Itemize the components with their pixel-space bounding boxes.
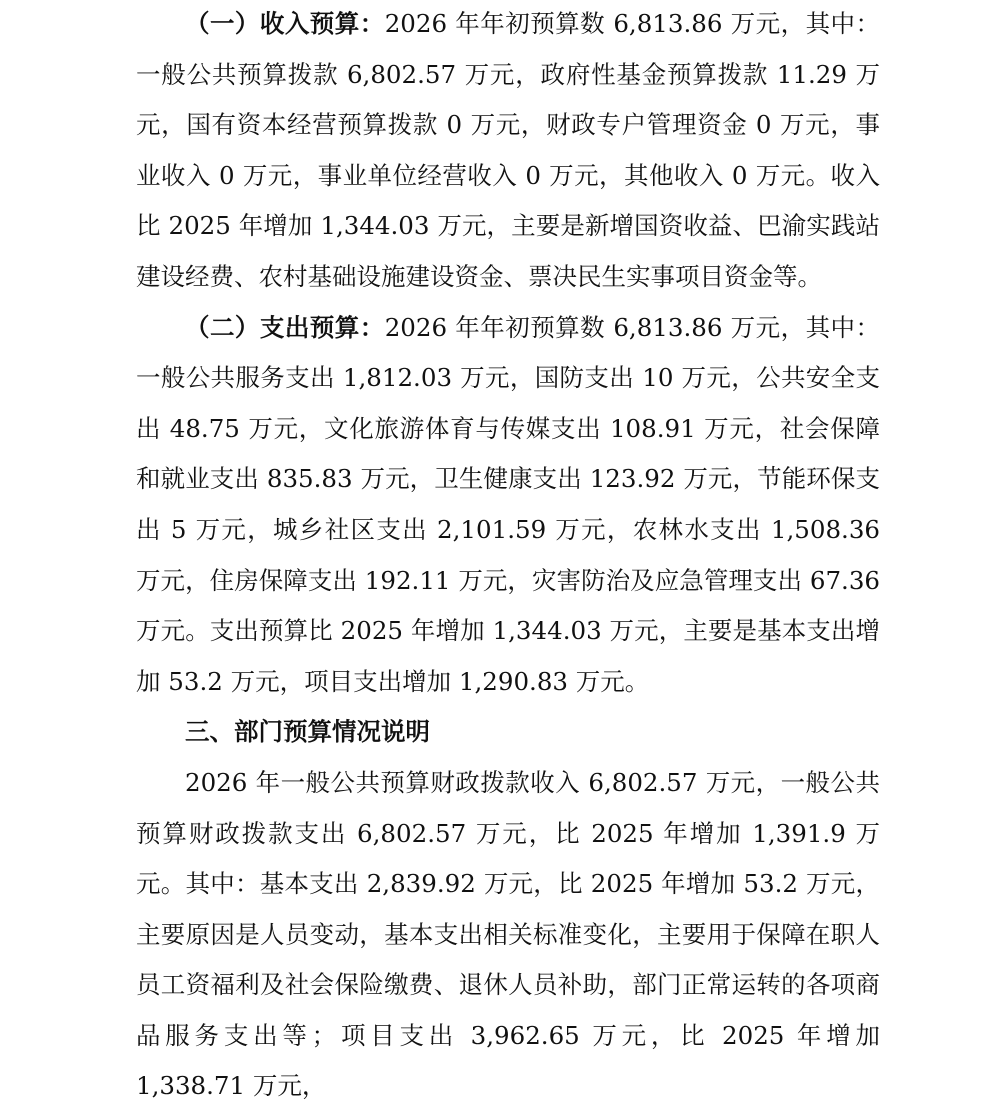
department-budget-paragraph: 2026 年一般公共预算财政拨款收入 6,802.57 万元，一般公共预算财政拨款支出 6,802.57 万元，比 2025 年增加 1,391.9 万元。其中：基本支出 2,839.92 万元，比 2025 年增加 53.2 万元，主要原因是人员变动，基本支出相关标准变化，主要用于保障在职人员工资福利及社会保险缴费、退休人员补助，部门正常运转的各项商品服务支出等；项目支出 3,962.65 万元，比 2025 年增加 1,338.71 万元， [136, 767, 880, 1101]
section-heading: 三、部门预算情况说明 [185, 717, 430, 747]
income-budget-paragraph [136, 0, 880, 303]
document-page [136, 0, 880, 1112]
expenditure-budget-text: 2026 年年初预算数 6,813.86 万元，其中：一般公共服务支出 1,812.03 万元，国防支出 10 万元，公共安全支出 48.75 万元，文化旅游体育与传媒支出 108.91 万元，社会保障和就业支出 835.83 万元，卫生健康支出 123.92 万元，节能环保支出 5 万元，城乡社区支出 2,101.59 万元，农林水支出 1,508.36 万元，住房保障支出 192.11 万元，灾害防治及应急管理支出 67.36 万元。支出预算比 2025 年增加 1,344.03 万元，主要是基本支出增加 53.2 万元，项目支出增加 1,290.83 万元。 [136, 312, 880, 696]
income-budget-lead: （一）收入预算： [185, 9, 385, 38]
expenditure-budget-paragraph [136, 303, 880, 708]
expenditure-budget-lead: （二）支出预算： [185, 312, 385, 342]
income-budget-text: 2026 年年初预算数 6,813.86 万元，其中：一般公共预算拨款 6,802.57 万元，政府性基金预算拨款 11.29 万元，国有资本经营预算拨款 0 万元，财政专户管理资金 0 万元，事业收入 0 万元，事业单位经营收入 0 万元，其他收入 0 万元。收入比 2025 年增加 1,344.03 万元，主要是新增国资收益、巴渝实践站建设经费、农村基础设施建设资金、票决民生实事项目资金等。 [136, 9, 880, 291]
